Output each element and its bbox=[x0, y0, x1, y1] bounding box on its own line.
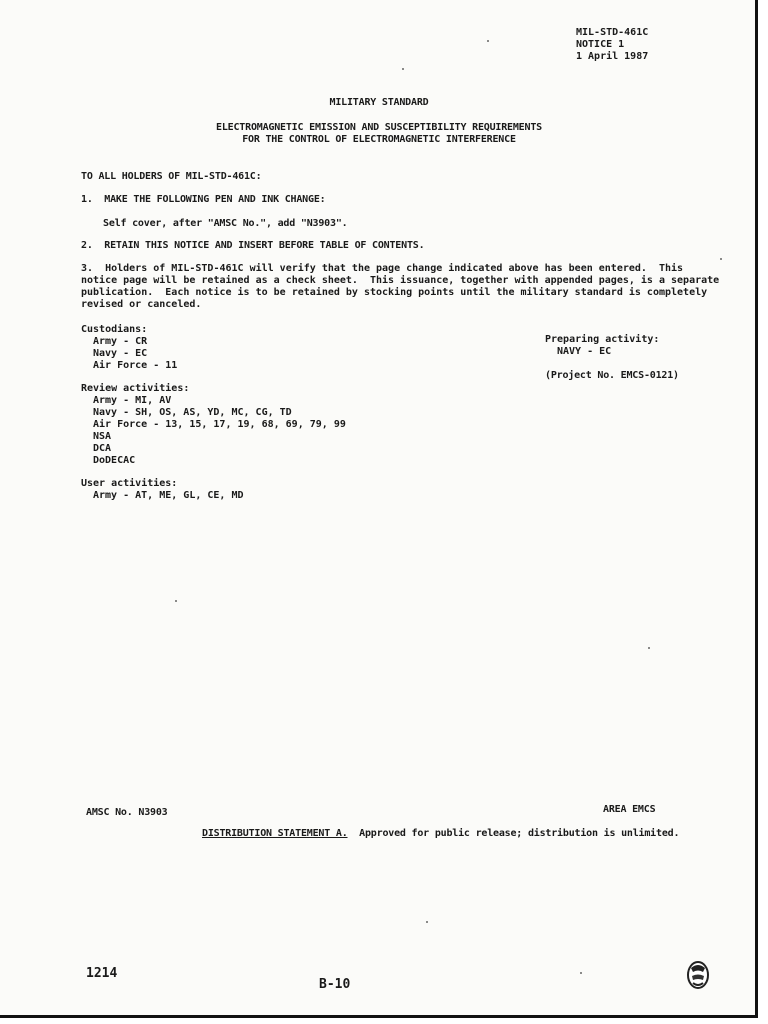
document-title: MILITARY STANDARD bbox=[329, 97, 429, 108]
seal-emblem-icon bbox=[686, 960, 710, 990]
distribution-statement bbox=[202, 828, 679, 840]
review-activities-label: Review activities: bbox=[81, 383, 190, 394]
item-3-line: revised or canceled. bbox=[81, 299, 202, 310]
project-number: (Project No. EMCS-0121) bbox=[545, 370, 679, 381]
review-activity-item: Air Force - 13, 15, 17, 19, 68, 69, 79, 99 bbox=[93, 419, 346, 430]
user-activities-label: User activities: bbox=[81, 478, 178, 489]
scan-speck bbox=[580, 972, 582, 974]
scan-speck bbox=[648, 647, 650, 649]
item-2: 2. RETAIN THIS NOTICE AND INSERT BEFORE TABLE OF CONTENTS. bbox=[81, 240, 425, 251]
scan-speck bbox=[487, 40, 489, 42]
review-activity-item: DCA bbox=[93, 443, 112, 454]
preparing-activity-value: NAVY - EC bbox=[557, 346, 612, 357]
item-1-instruction: Self cover, after "AMSC No.", add "N3903". bbox=[103, 218, 348, 229]
preparing-activity-block bbox=[545, 334, 659, 358]
page-number-left: 1214 bbox=[86, 966, 118, 981]
addressee: TO ALL HOLDERS OF MIL-STD-461C: bbox=[81, 171, 262, 182]
page-number-center: B-10 bbox=[319, 977, 351, 992]
review-activity-item: Navy - SH, OS, AS, YD, MC, CG, TD bbox=[93, 407, 292, 418]
item-3-paragraph bbox=[81, 263, 719, 311]
scan-speck bbox=[426, 921, 428, 923]
notice-number: NOTICE 1 bbox=[576, 39, 625, 50]
area-code: AREA EMCS bbox=[603, 804, 656, 815]
document-header bbox=[576, 27, 648, 63]
review-activity-item: DoDECAC bbox=[93, 455, 136, 466]
subtitle-line-2: FOR THE CONTROL OF ELECTROMAGNETIC INTERFERENCE bbox=[242, 134, 516, 145]
user-activity-item: Army - AT, ME, GL, CE, MD bbox=[93, 490, 244, 501]
custodian-item: Navy - EC bbox=[93, 348, 148, 359]
custodians-block bbox=[81, 324, 177, 372]
amsc-number: AMSC No. N3903 bbox=[86, 807, 168, 818]
item-3-line: notice page will be retained as a check sheet. This issuance, together with appended pages, is a separate bbox=[81, 275, 720, 286]
item-3-line: 3. Holders of MIL-STD-461C will verify that the page change indicated above has been entered. This bbox=[81, 263, 684, 274]
scan-speck bbox=[402, 68, 404, 70]
scan-speck bbox=[720, 258, 722, 260]
user-activities-block bbox=[81, 478, 244, 502]
custodians-label: Custodians: bbox=[81, 324, 148, 335]
custodian-item: Air Force - 11 bbox=[93, 360, 178, 371]
review-activity-item: Army - MI, AV bbox=[93, 395, 172, 406]
notice-date: 1 April 1987 bbox=[576, 51, 649, 62]
distribution-text: Approved for public release; distribution is unlimited. bbox=[347, 828, 680, 839]
distribution-label: DISTRIBUTION STATEMENT A. bbox=[202, 828, 348, 839]
review-activity-item: NSA bbox=[93, 431, 112, 442]
preparing-activity-label: Preparing activity: bbox=[545, 334, 660, 345]
document-id: MIL-STD-461C bbox=[576, 27, 649, 38]
review-activities-block bbox=[81, 383, 346, 467]
item-1: 1. MAKE THE FOLLOWING PEN AND INK CHANGE: bbox=[81, 194, 326, 205]
item-3-line: publication. Each notice is to be retained by stocking points until the military standard is completely bbox=[81, 287, 708, 298]
subtitle-line-1: ELECTROMAGNETIC EMISSION AND SUSCEPTIBILITY REQUIREMENTS bbox=[216, 122, 542, 133]
scan-speck bbox=[175, 600, 177, 602]
custodian-item: Army - CR bbox=[93, 336, 148, 347]
